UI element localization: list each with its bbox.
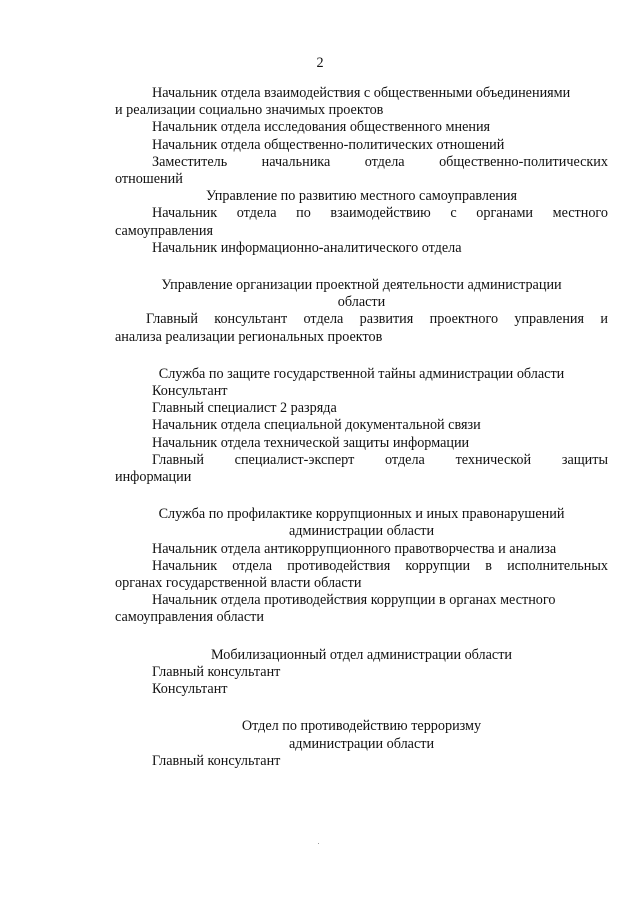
position-line: отношений <box>115 171 183 188</box>
position-line: Заместитель начальника отдела общественно-политических <box>152 153 608 170</box>
position-line: Консультант <box>152 681 228 698</box>
section-heading: Управление по развитию местного самоуправления <box>205 188 518 205</box>
position-line: Консультант <box>152 383 228 400</box>
position-line: органах государственной власти области <box>115 575 362 592</box>
section-heading: администрации области <box>288 523 435 540</box>
position-line: Начальник отдела технической защиты информации <box>152 434 470 451</box>
position-line: Начальник отдела по взаимодействию с органами местного <box>152 205 608 222</box>
position-line: и реализации социально значимых проектов <box>115 102 384 119</box>
position-line: Начальник информационно-аналитического отдела <box>152 239 462 256</box>
position-line: Начальник отдела исследования общественного мнения <box>152 119 491 136</box>
position-line: Начальник отдела противодействия коррупции в органах местного <box>152 592 556 609</box>
position-line: Главный консультант отдела развития проектного управления и <box>146 311 608 328</box>
document-body <box>115 85 608 770</box>
section-heading: Отдел по противодействию терроризму <box>241 718 482 735</box>
position-line: самоуправления области <box>115 609 264 626</box>
position-line: Начальник отдела противодействия коррупции в исполнительных <box>152 557 608 574</box>
position-line: Главный консультант <box>152 663 281 680</box>
position-line: Начальник отдела взаимодействия с общественными объединениями <box>152 85 571 101</box>
section-heading: Управление организации проектной деятельности администрации <box>161 277 562 294</box>
section-heading: Служба по защите государственной тайны администрации области <box>158 365 565 382</box>
section-heading: Мобилизационный отдел администрации области <box>210 646 513 663</box>
position-line: Начальник отдела общественно-политических отношений <box>152 136 505 153</box>
position-line: Главный консультант <box>152 752 281 769</box>
section-heading: администрации области <box>288 735 435 752</box>
page-number: 2 <box>316 55 324 71</box>
scan-speck <box>318 843 319 844</box>
position-line: Начальник отдела специальной документальной связи <box>152 417 481 434</box>
section-heading: Служба по профилактике коррупционных и иных правонарушений <box>158 506 565 523</box>
position-line: самоуправления <box>115 222 213 239</box>
position-line: информации <box>115 469 192 486</box>
section-heading: области <box>337 294 386 311</box>
position-line: Главный специалист-эксперт отдела технической защиты <box>152 451 608 468</box>
position-line: Главный специалист 2 разряда <box>152 400 337 417</box>
position-line: Начальник отдела антикоррупционного правотворчества и анализа <box>152 540 557 557</box>
position-line: анализа реализации региональных проектов <box>115 328 383 345</box>
